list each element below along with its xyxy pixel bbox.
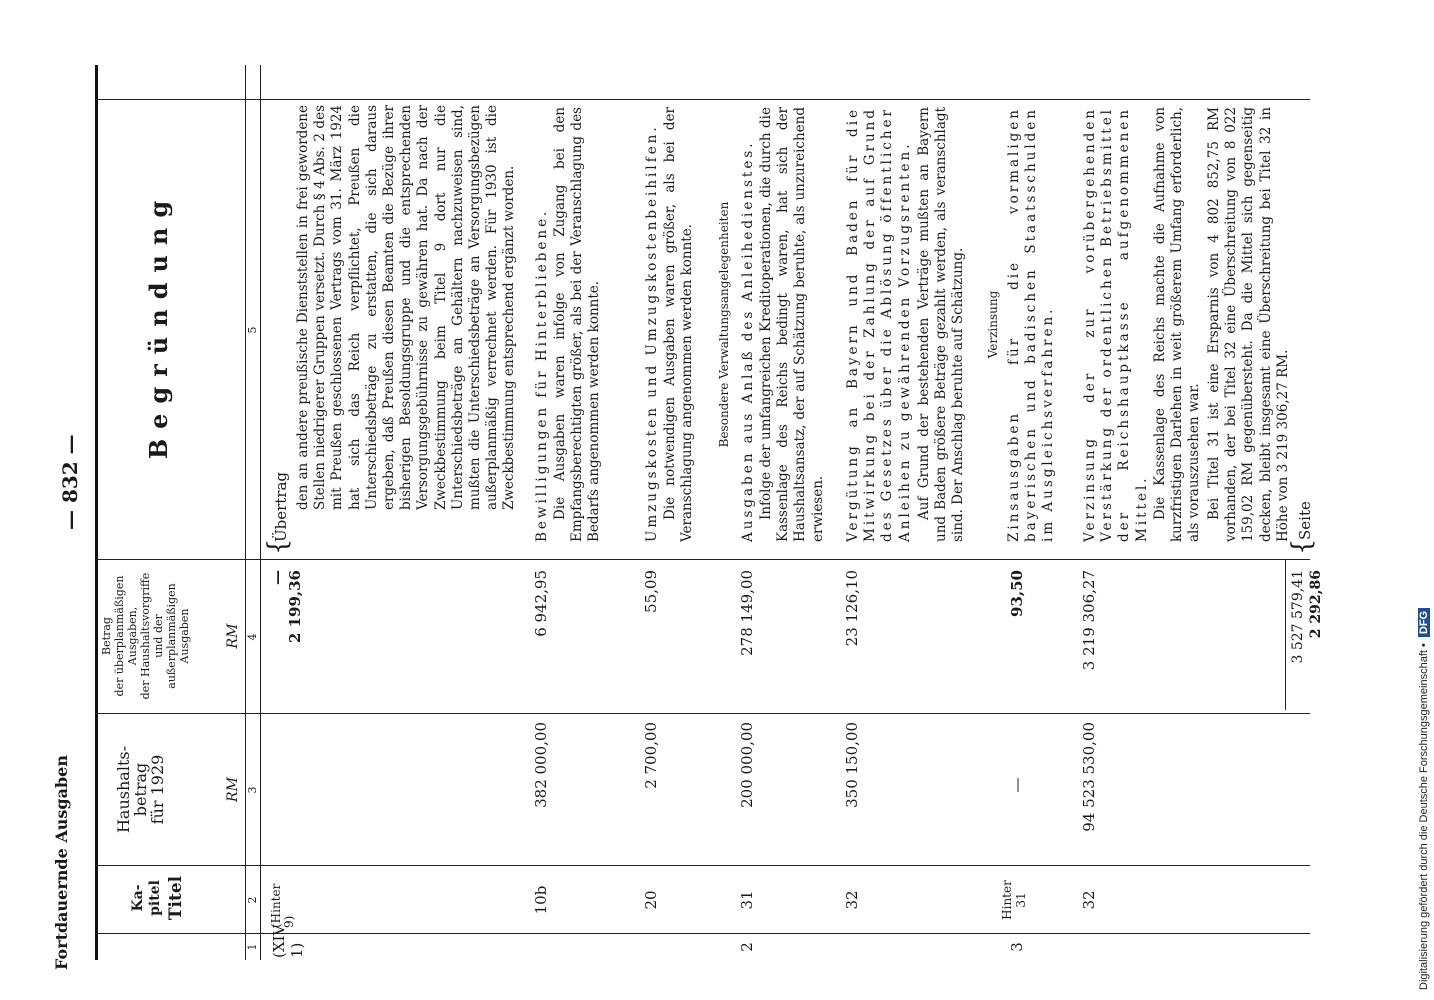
row6-betrag: 94 523 530,00 <box>1080 722 1098 832</box>
row3-text: Infolge der umfangreichen Kreditoperationen, die durch die Kassenlage des Reichs bedingt waren, hat sich der Haushaltsansatz, der auf Schätzung beruhte, als unzureichend erwiesen. <box>758 107 826 542</box>
digitisation-note <box>1418 10 1430 990</box>
row0-brace: { <box>263 538 293 555</box>
row6-lead: Verzinsung der zur vorübergehenden Verstärkung der ordentlichen Betriebsmittel der Reichshauptkasse aufgenommenen Mittel. <box>1082 107 1150 542</box>
row3-ueber: 278 149,00 <box>738 570 756 656</box>
header-kapitel: Ka- pitel <box>130 880 163 916</box>
col-number-3: 3 <box>246 786 259 794</box>
col-number-5: 5 <box>246 326 259 334</box>
row0-kapitel: (XIV 1) <box>270 924 306 958</box>
number-row-rule <box>260 65 261 960</box>
totals-rule <box>1285 560 1286 710</box>
row3-betrag: 200 000,00 <box>738 722 756 808</box>
total-carry: 2 292,86 <box>1308 570 1324 639</box>
row3-lead: Ausgaben aus Anlaß des Anleihedienstes. <box>740 140 756 542</box>
row6-titel: 32 <box>1080 890 1098 910</box>
totals-label: Seite <box>1296 501 1314 540</box>
page-number: — 832 — <box>58 434 82 530</box>
row0-text: den an andere preußische Dienststellen in frei gewordene Stellen niedrigerer Gruppen versetzt. Durch § 4 Abs. 2 des mit Preußen geschlossenen Vertrags vom 31. März 1924 hat sich das Reich verpflichtet, Preußen die Unterschiedsbeträge zu erstatten, die sich daraus ergeben, daß Preußen diesen Beamten die Bezüge ihrer bisherigen Besoldungsgruppe und die entsprechenden Versorgungsgebührnisse zu gewähren hat. Da nach der Zweckbestimmung beim Titel 9 dort nur die Unterschiedsbeträge an Gehältern nachzuweisen sind, mußten die Unterschiedsbeträge an Versorgungsbezügen außerplanmäßig verrechnet werden. Für 1930 ist die Zweckbestimmung entsprechend ergänzt worden. <box>295 105 518 510</box>
row5-heading: Verzinsung <box>986 290 1000 359</box>
header-haushaltsbetrag: Haushalts- betrag für 1929 <box>114 746 167 834</box>
row4-lead: Vergütung an Bayern und Baden für die Mitwirkung bei der Zahlung der auf Grund des Gesetzes über die Ablösung öffentlicher Anleihen zu gewährenden Vorzugsrenten. <box>845 107 913 542</box>
row0-ueber: — 2 199,36 <box>268 570 304 644</box>
row5-titel: Hinter 31 <box>1000 880 1028 920</box>
col-divider-4 <box>95 559 1310 560</box>
row2-titel: 20 <box>642 890 660 910</box>
col-number-1: 1 <box>246 943 259 951</box>
header-betrag-unit: RM <box>225 623 241 649</box>
row3-titel: 31 <box>738 890 756 910</box>
row2-ueber: 55,09 <box>642 570 660 613</box>
row2-lead: Umzugskosten und Umzugskostenbeihilfen. <box>644 124 660 542</box>
running-head: Fortdauernde Ausgaben <box>52 755 71 970</box>
col-number-4: 4 <box>246 633 259 641</box>
row6-text2: Bei Titel 31 ist eine Ersparnis von 4 802 852,75 RM vorhanden, der bei Titel 32 eine Überschreitung von 8 022 159,02 RM gegenübersteht. Da die Mittel sich gegenseitig decken, bleibt insgesamt eine Überschreitung bei Titel 32 in Höhe von 3 219 306,27 RM. <box>1206 107 1291 542</box>
col-divider-5 <box>95 99 1310 100</box>
row1-text: Die Ausgaben waren infolge von Zugang bei den Empfangsberechtigten größer, als bei der Veranschlagung des Bedarfs angenommen werden konnte. <box>552 107 603 542</box>
row3-kapitel: 2 <box>738 942 756 952</box>
row4-text: Auf Grund der bestehenden Verträge mußten an Bayern und Baden größere Beträge gezahlt werden, als veranschlagt sind. Der Anschlag beruhte auf Schätzung. <box>916 107 967 542</box>
rotated-page <box>0 40 1380 1000</box>
row5-ueber: 93,50 <box>1008 570 1026 617</box>
header-begruendung: Begründung <box>144 190 173 460</box>
header-haushaltsbetrag-unit: RM <box>225 777 241 802</box>
header-titel: Titel <box>166 875 186 921</box>
row4-ueber: 23 126,10 <box>843 570 861 647</box>
col-divider-3 <box>95 713 1310 714</box>
row6-ueber: 3 219 306,27 <box>1080 570 1098 671</box>
row4-betrag: 350 150,00 <box>843 722 861 808</box>
dfg-logo: DFG <box>1418 608 1430 637</box>
row2-betrag: 2 700,00 <box>642 722 660 789</box>
row5-lead: Zinsausgaben für die vormaligen bayerischen und badischen Staatsschulden im Ausgleichsverfahren. <box>1006 107 1057 542</box>
row4-titel: 32 <box>843 890 861 910</box>
row3-heading: Besondere Verwaltungsangelegenheiten <box>717 201 731 448</box>
row0-lead: Übertrag <box>272 471 290 542</box>
row6-text: Die Kassenlage des Reichs machte die Aufnahme von kurzfristigen Darlehen in weit größerem Umfang erforderlich, als vorauszusehen war. <box>1152 107 1203 542</box>
total-sum: 3 527 579,41 <box>1290 570 1306 664</box>
row2-text: Die notwendigen Ausgaben waren größer, als bei der Veranschlagung angenommen werden konnte. <box>662 107 696 542</box>
row0-titel: (Hinter 9) <box>269 883 296 928</box>
col-divider-2 <box>95 865 1310 866</box>
row5-kapitel: 3 <box>1008 942 1026 952</box>
row1-betrag: 382 000,00 <box>532 722 550 808</box>
row1-titel: 10b <box>532 885 550 915</box>
row5-betrag: — <box>1008 777 1026 793</box>
header-betrag: Betrag der überplanmäßigen Ausgaben, der Haushaltsvorgriffe und der außerplanmäßigen Ausgaben <box>100 572 191 700</box>
digitisation-text: Digitalisierung gefördert durch die Deutsche Forschungsgemeinschaft • <box>1418 643 1430 990</box>
row1-lead: Bewilligungen für Hinterbliebene. <box>534 208 550 542</box>
col-number-2: 2 <box>246 896 259 904</box>
table-top-rule <box>95 65 98 960</box>
row1-ueber: 6 942,95 <box>532 570 550 637</box>
totals-brace: { <box>1287 538 1317 555</box>
